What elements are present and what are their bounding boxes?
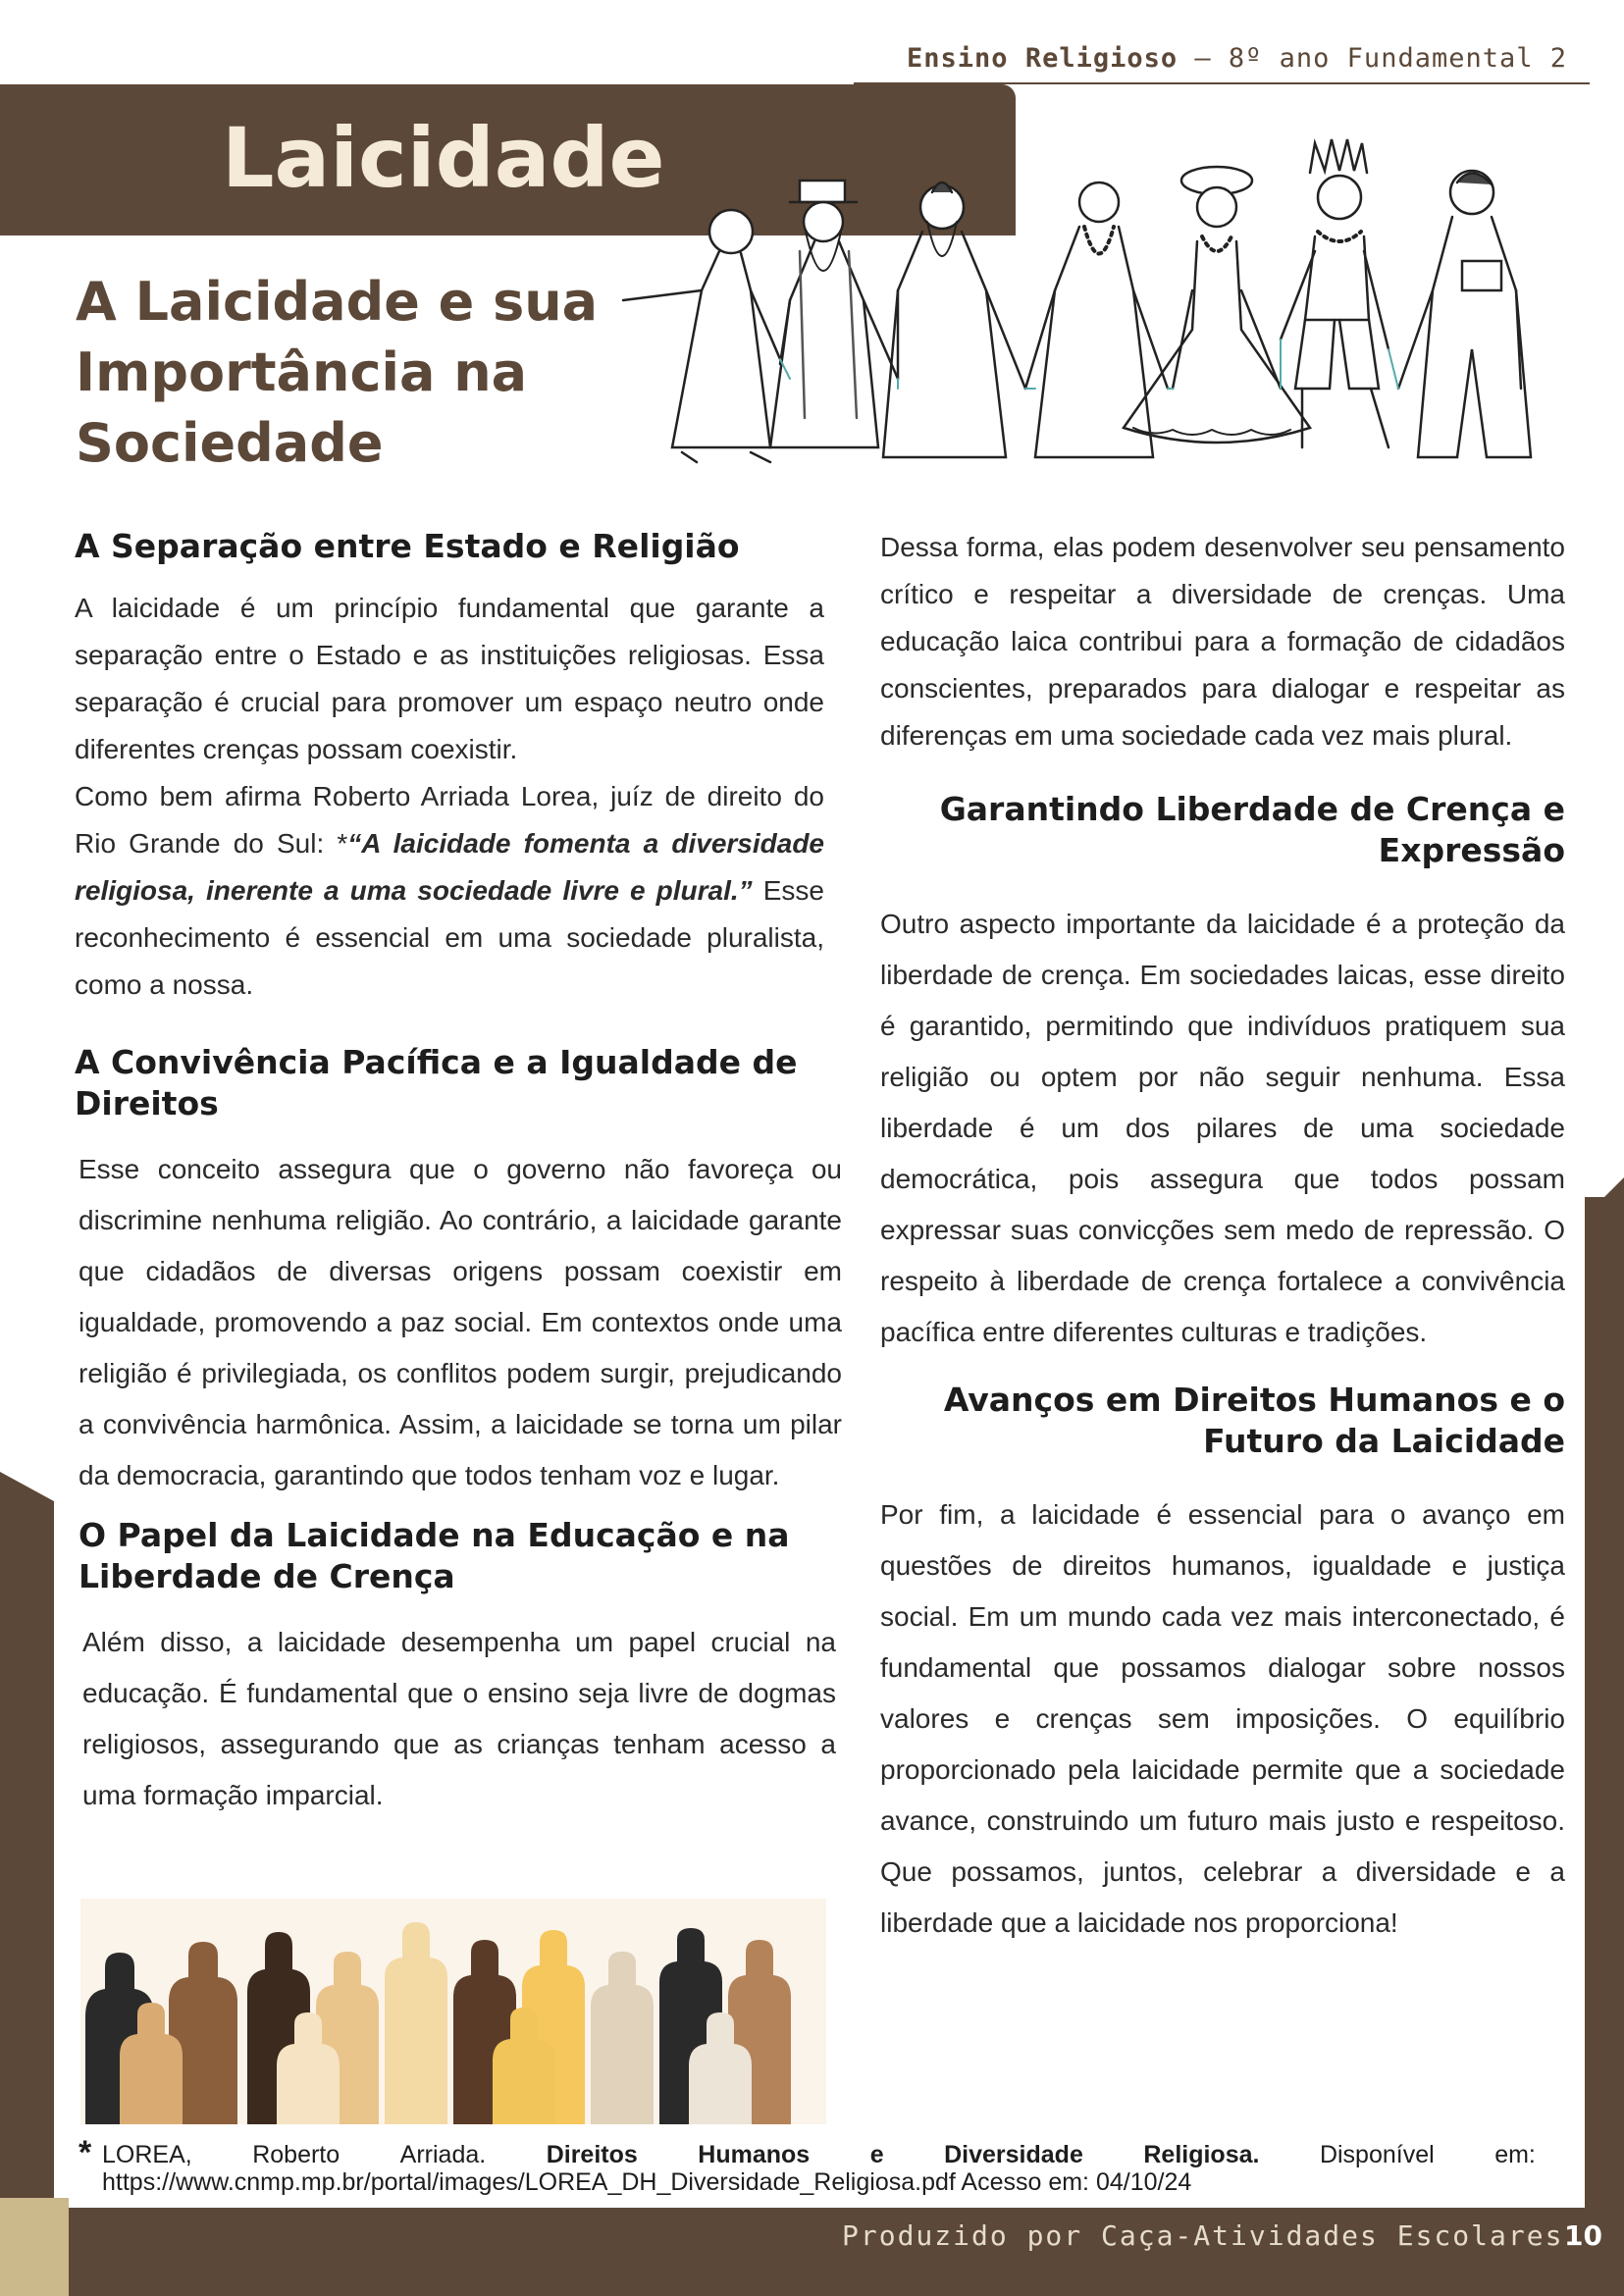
ref-title-word: Diversidade — [944, 2141, 1083, 2168]
figure-rabbi — [770, 181, 898, 447]
section-heading: Garantindo Liberdade de Crença e Expressão — [939, 790, 1565, 869]
ref-word: em: — [1494, 2141, 1536, 2168]
ref-word: Arriada. — [399, 2141, 487, 2168]
decor-right-band — [1585, 1197, 1624, 2296]
reference-url[interactable]: https://www.cnmp.mp.br/portal/images/LOREA_DH_Diversidade_Religiosa.pdf Acesso em: 04/10/24 — [102, 2168, 1192, 2196]
figure-priest — [623, 210, 780, 462]
ref-word: Disponível — [1319, 2141, 1435, 2168]
quote-text: “A laicidade fomenta a diversidade religiosa, inerente a uma sociedade livre e plural.” — [75, 828, 825, 906]
section-paragraph: Por fim, a laicidade é essencial para o avanço em questões de direitos humanos, igualdade e justiça social. Em um mundo cada vez mais interconectado, é fundamental que possamos dialogar sobre nossos valores e crenças sem imposições. O equilíbrio proporcionado pela laicidade permite que a sociedade avance, construindo um futuro mais justo e respeitoso. Que possamos, juntos, celebrar a diversidade e a liberdade que a laicidade nos proporciona! — [880, 1499, 1565, 1938]
ref-word: Roberto — [252, 2141, 341, 2168]
reference-star: * — [79, 2134, 92, 2171]
right-column — [880, 526, 1565, 1949]
silhouettes-image — [80, 1899, 826, 2124]
figure-woman-dress — [1124, 167, 1310, 443]
ref-title-word: Humanos — [698, 2141, 811, 2168]
quote-outro: Esse reconhecimento é essencial em uma sociedade pluralista, como a nossa. — [75, 875, 824, 1000]
ref-title-word: Direitos — [546, 2141, 638, 2168]
section-heading: Avanços em Direitos Humanos e o Futuro da Laicidade — [943, 1381, 1565, 1460]
decor-left-band — [0, 1501, 54, 2296]
ref-title-word: e — [869, 2141, 884, 2168]
section-heading: O Papel da Laicidade na Educação e na Liberdade de Crença — [79, 1516, 790, 1595]
section-paragraph: Além disso, a laicidade desempenha um papel crucial na educação. É fundamental que o ensino seja livre de dogmas religiosos, assegurando que as crianças tenham acesso a uma formação imparcial. — [82, 1627, 836, 1810]
section-paragraph: A laicidade é um princípio fundamental que garante a separação entre o Estado e as instituições religiosas. Essa separação é crucial para promover um espaço neutro onde diferentes crenças possam coexistir. — [75, 593, 824, 764]
subtitle: A Laicidade e sua Importância na Sociedade — [76, 271, 599, 474]
section-paragraph: Outro aspecto importante da laicidade é a proteção da liberdade de crença. Em sociedades laicas, esse direito é garantido, permitindo que indivíduos pratiquem sua religião ou optem por não seguir nenhuma. Essa liberdade é um dos pilares de uma sociedade democrática, pois assegura que todos possam expressar suas convicções sem medo de repressão. O respeito à liberdade de crença fortalece a convivência pacífica entre diferentes culturas e tradições. — [880, 909, 1565, 1347]
section-heading: A Convivência Pacífica e a Igualdade de Direitos — [75, 1043, 798, 1122]
left-column — [75, 526, 840, 1821]
section-paragraph: Esse conceito assegura que o governo não favoreça ou discrimine nenhuma religião. Ao contrário, a laicidade garante que cidadãos de diversas origens possam coexistir em igualdade, promovendo a paz social. Em contextos onde uma religião é privilegiada, os conflitos podem surgir, prejudicando a convivência harmônica. Assim, a laicidade se torna um pilar da democracia, garantindo que todos tenham voz e lugar. — [79, 1154, 842, 1490]
figure-indigenous — [1281, 139, 1388, 447]
reference-line — [102, 2141, 1536, 2168]
figure-woman-beads — [1025, 183, 1168, 457]
reference-note — [79, 2134, 1536, 2196]
section-paragraph-quote — [75, 773, 824, 1009]
section-heading: A Separação entre Estado e Religião — [75, 527, 740, 565]
header — [907, 43, 1567, 74]
header-subject: Ensino Religioso — [907, 43, 1179, 74]
ref-title-word: Religiosa. — [1143, 2141, 1260, 2168]
decor-tan-corner — [0, 2198, 69, 2296]
page-title: Laicidade — [222, 110, 665, 206]
decor-left-cap — [0, 1472, 54, 1501]
header-grade: – 8º ano Fundamental 2 — [1178, 43, 1567, 74]
people-illustration — [603, 94, 1585, 467]
footer-credit: Produzido por Caça-Atividades Escolares — [842, 2219, 1564, 2252]
ref-word: LOREA, — [102, 2141, 192, 2168]
quote-intro: Como bem afirma Roberto Arriada Lorea, juíz de direito do Rio Grande do Sul: * — [75, 781, 824, 859]
section-paragraph: Dessa forma, elas podem desenvolver seu pensamento crítico e respeitar a diversidade de crenças. Uma educação laica contribui para a formação de cidadãos conscientes, preparados para dialogar e respeitar as diferenças em uma sociedade cada vez mais plural. — [880, 532, 1565, 751]
page-number: 10 — [1564, 2219, 1602, 2252]
figure-monk — [883, 183, 1025, 457]
figure-man-suit — [1398, 171, 1531, 457]
